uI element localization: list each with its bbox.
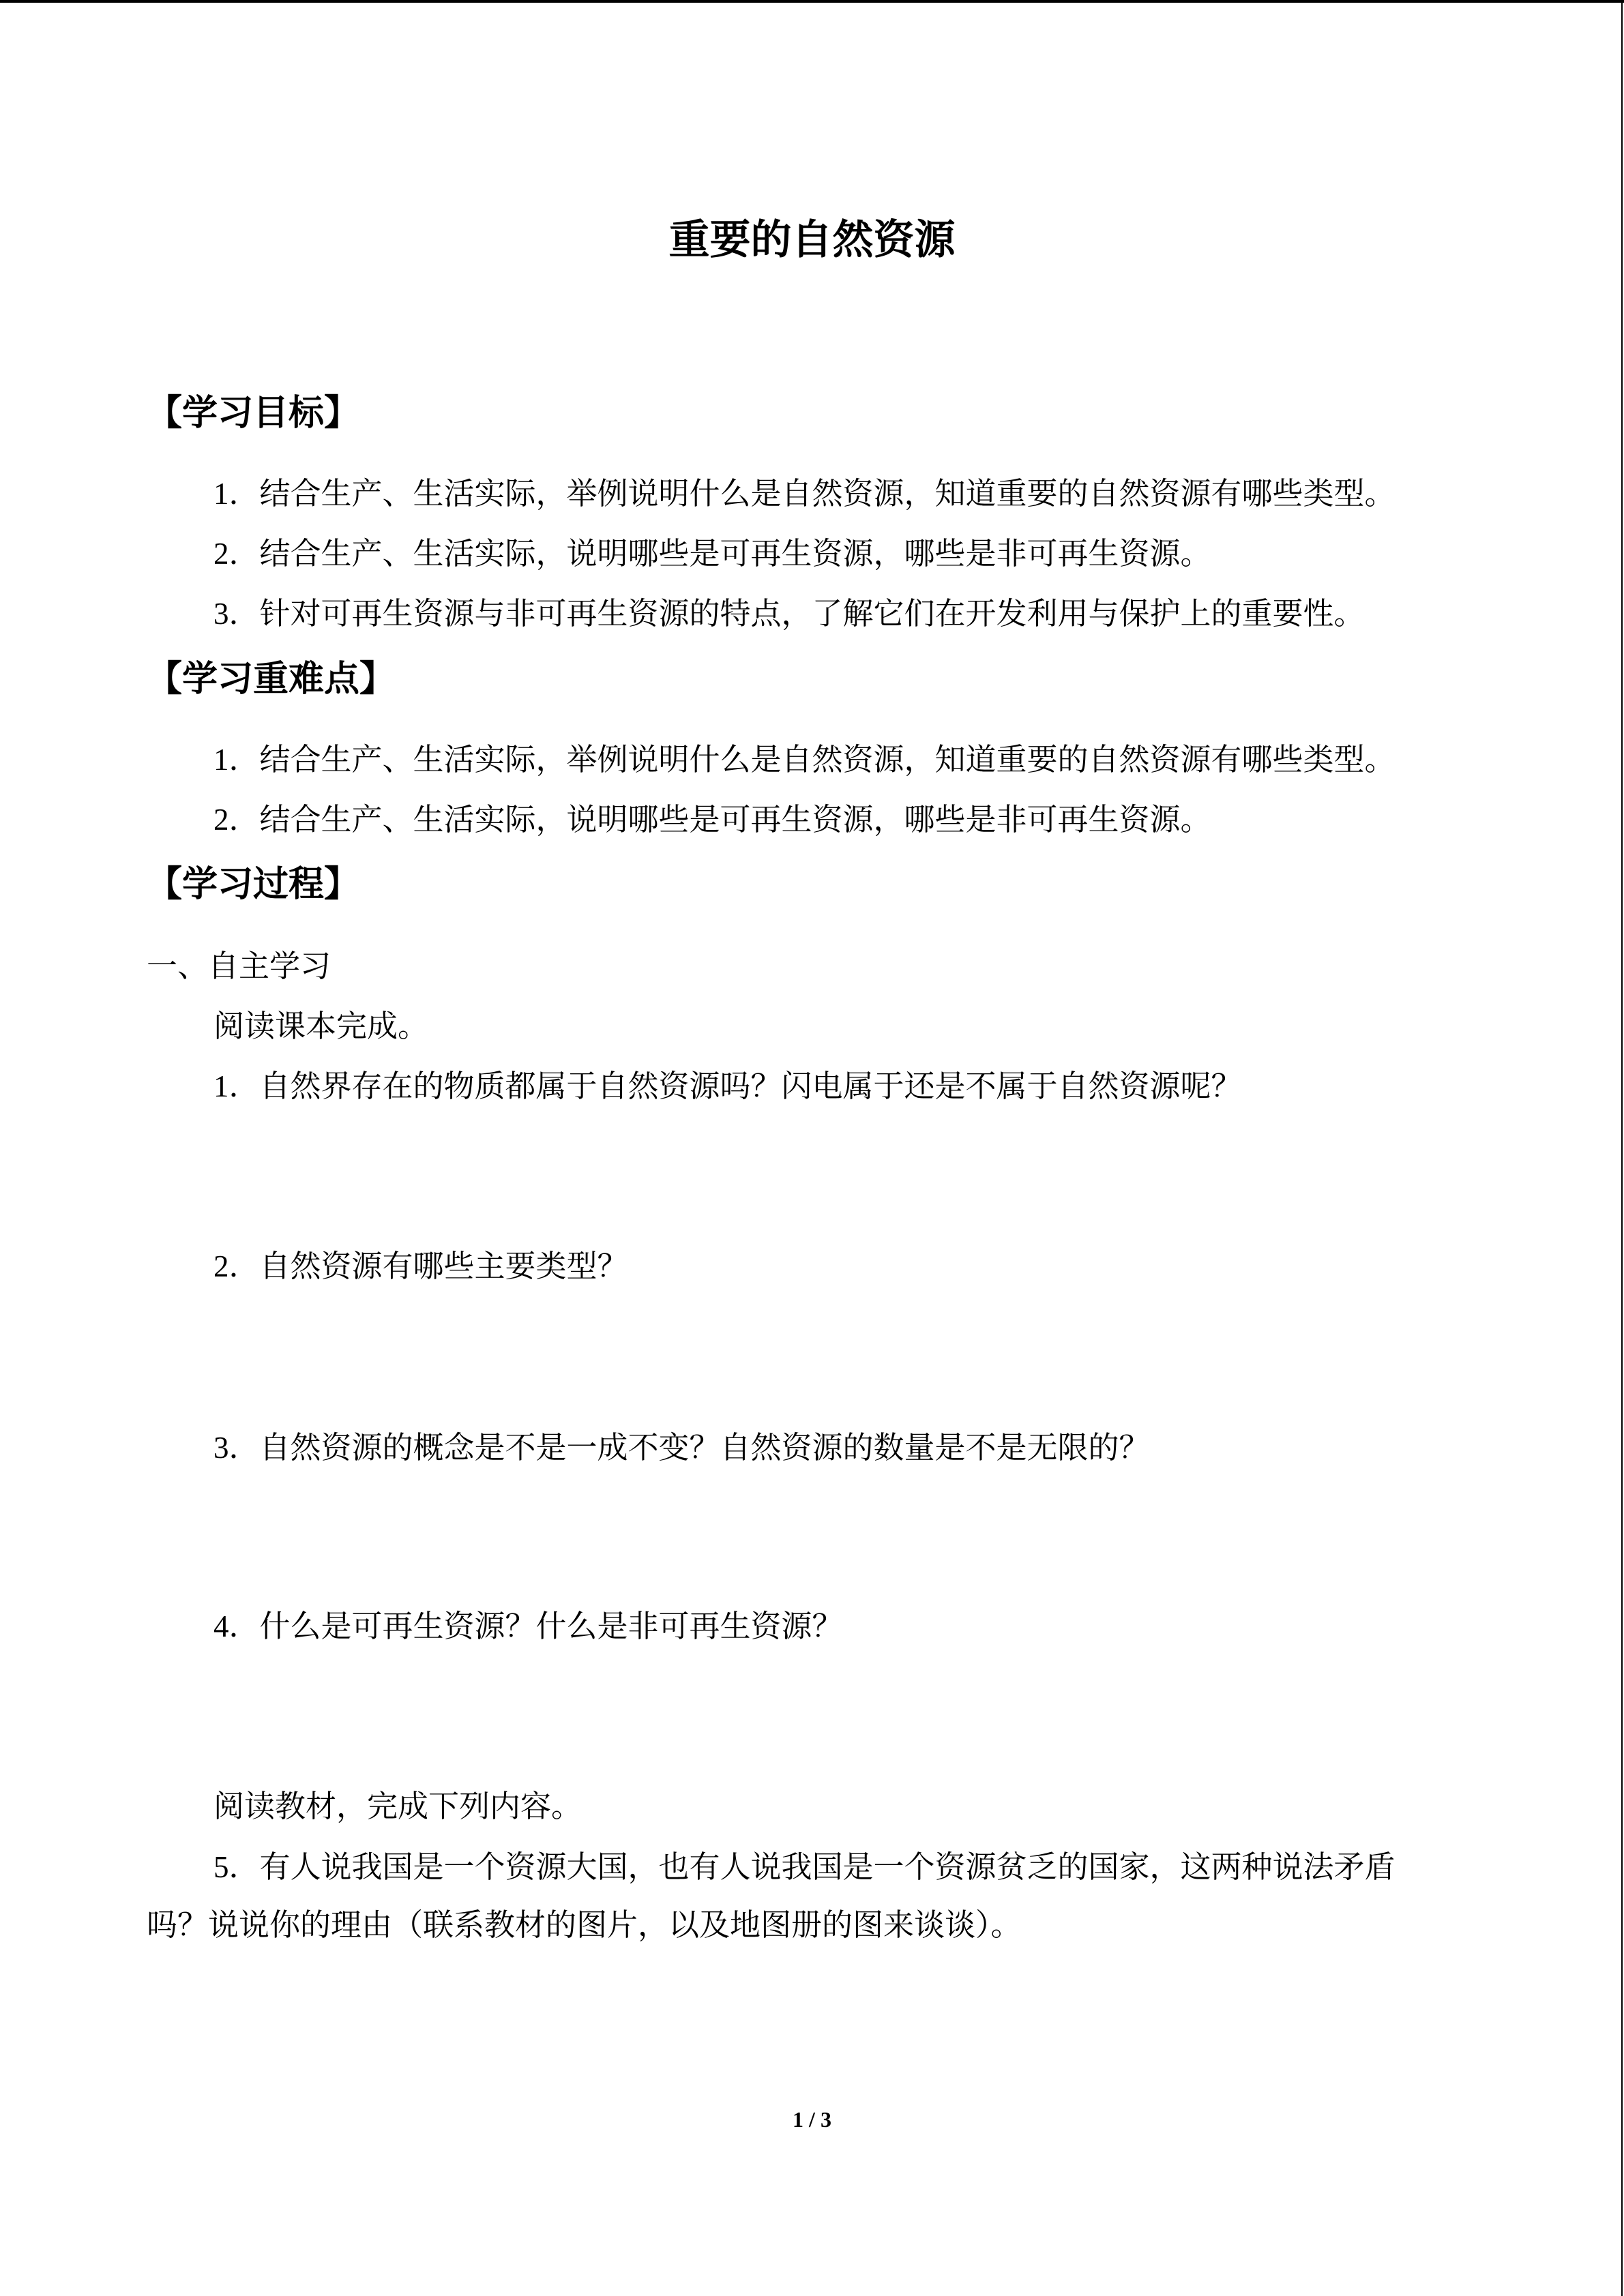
self-study-subheading: 一、自主学习 [147, 949, 331, 983]
page-number: 1 / 3 [793, 2107, 831, 2132]
objective-item: 3．针对可再生资源与非可再生资源的特点，了解它们在开发利用与保护上的重要性。 [213, 597, 1365, 631]
question-5-line-2: 吗？说说你的理由（联系教材的图片，以及地图册的图来谈谈）。 [147, 1908, 1022, 1942]
document-title: 重要的自然资源 [668, 217, 956, 263]
process-heading: 【学习过程】 [147, 865, 360, 904]
question-4: 4．什么是可再生资源？什么是非可再生资源？ [213, 1609, 843, 1643]
question-2: 2．自然资源有哪些主要类型？ [213, 1249, 628, 1283]
objectives-heading: 【学习目标】 [147, 393, 360, 433]
key-point-item: 1．结合生产、生活实际，举例说明什么是自然资源，知道重要的自然资源有哪些类型。 [213, 743, 1396, 777]
key-points-heading: 【学习重难点】 [147, 659, 396, 699]
objective-item: 1．结合生产、生活实际，举例说明什么是自然资源，知道重要的自然资源有哪些类型。 [213, 477, 1396, 511]
reading-instruction-2: 阅读教材，完成下列内容。 [213, 1789, 582, 1823]
reading-instruction: 阅读课本完成。 [213, 1009, 429, 1043]
question-1: 1．自然界存在的物质都属于自然资源吗？闪电属于还是不属于自然资源呢？ [213, 1069, 1242, 1103]
question-3: 3．自然资源的概念是不是一成不变？自然资源的数量是不是无限的？ [213, 1431, 1150, 1465]
question-5-line-1: 5．有人说我国是一个资源大国，也有人说我国是一个资源贫乏的国家，这两种说法矛盾 [213, 1850, 1396, 1884]
page-right-border [1621, 0, 1623, 2296]
objective-item: 2．结合生产、生活实际，说明哪些是可再生资源，哪些是非可再生资源。 [213, 537, 1211, 571]
page-top-border [0, 0, 1624, 3]
key-point-item: 2．结合生产、生活实际，说明哪些是可再生资源，哪些是非可再生资源。 [213, 803, 1211, 837]
